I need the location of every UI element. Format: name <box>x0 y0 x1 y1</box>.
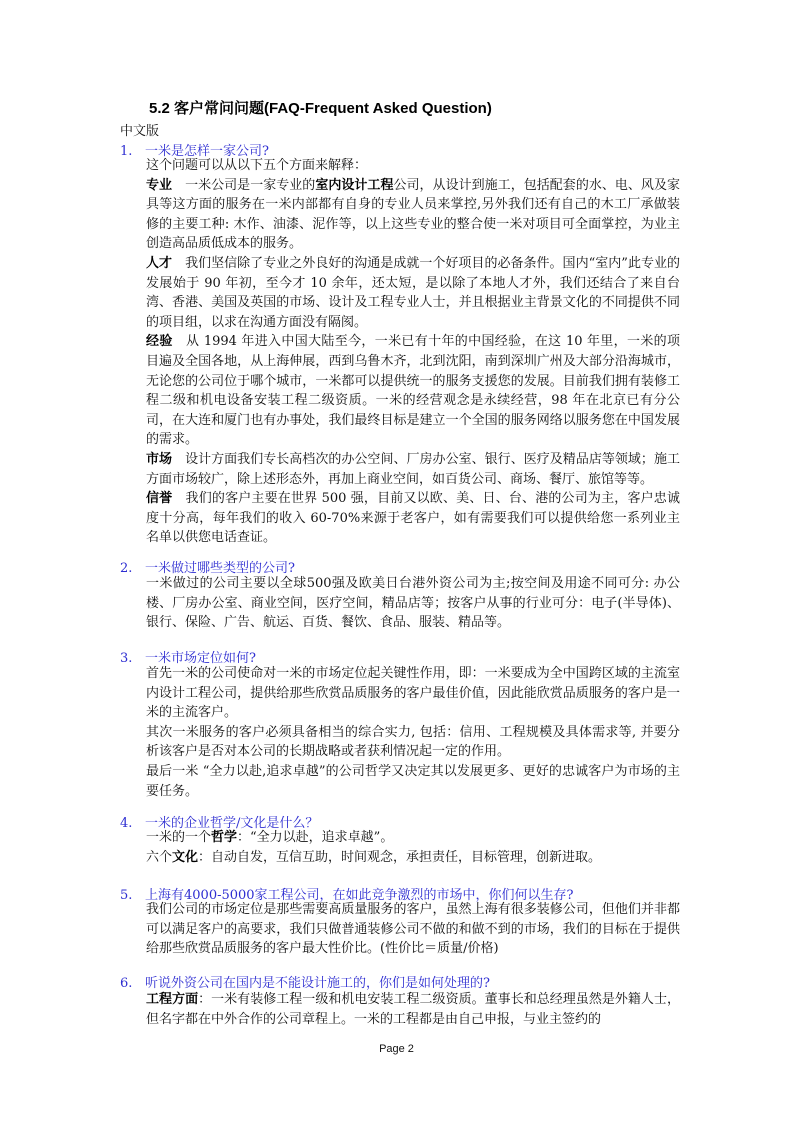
question-text: 上海有4000-5000家工程公司，在如此竞争激烈的市场中，你们何以生存? <box>145 888 574 903</box>
answer-5: 我们公司的市场定位是那些需要高质量服务的客户，虽然上海有很多装修公司，但他们并非都可以满足客户的高要求，我们只做普通装修公司不做的和做不到的市场，我们的目标在于提供给那些欣赏品质服务的客户最大性价比。(性价比＝质量/价格) <box>146 902 680 957</box>
answer-item-market: 市场 设计方面我们专长高档次的办公空间、厂房办公室、银行、医疗及精品店等领域；施工方面市场较广，除上述形态外，再加上商业空间，如百货公司、商场、餐厅、旅馆等等。 <box>146 451 680 487</box>
question-number: 5. <box>120 888 133 903</box>
question-text: 一米是怎样一家公司? <box>145 144 269 159</box>
answer-1 <box>146 156 680 548</box>
question-text: 一米做过哪些类型的公司? <box>145 561 295 576</box>
language-label: 中文版 <box>120 124 160 139</box>
answer-2: 一米做过的公司主要以全球500强及欧美日台港外资公司为主;按空间及用途不同可分: 办公楼、厂房办公室、商业空间，医疗空间，精品店等；按客户从事的行业可分：电子(半导体)、银行、保险、广告、航运、百货、餐饮、食品、服装、精品等。 <box>146 576 680 631</box>
item-term: 专业 <box>146 177 173 193</box>
question-number: 4. <box>120 816 133 831</box>
question-number: 2. <box>120 561 133 576</box>
question-number: 6. <box>120 976 133 991</box>
page-number: Page 2 <box>379 1043 414 1055</box>
item-term: 经验 <box>146 334 173 350</box>
answer-4: 一米的一个哲学：“全力以赴，追求卓越”。 六个文化：自动自发，互信互助，时间观念，承担责任，目标管理，创新进取。 <box>146 830 602 865</box>
question-text: 听说外资公司在国内是不能设计施工的，你们是如何处理的? <box>145 976 490 991</box>
question-text: 一米的企业哲学/文化是什么？ <box>145 816 319 831</box>
answer-intro: 这个问题可以从以下五个方面来解释： <box>146 158 368 173</box>
answer-item-talent: 人才 我们坚信除了专业之外良好的沟通是成就一个好项目的必备条件。国内“室内”此专业的发展始于 90 年初，至今才 10 余年，还太短，是以除了本地人才外，我们还结合了来自台湾、香港、美国及英国的市场、设计及工程专业人士，并且根据业主背景文化的不同提供不同的项目组，以求在沟通方面没有隔阂。 <box>146 255 680 330</box>
question-number: 1. <box>120 144 133 159</box>
answer-3: 首先一米的公司使命对一米的市场定位起关键性作用，即：一米要成为全中国跨区域的主流室内设计工程公司，提供给那些欣赏品质服务的客户最佳价值，因此能欣赏品质服务的客户是一米的主流客户。 其次一米服务的客户必须具备相当的综合实力, 包括：信用、工程规模及具体需求等, 并要分析该客户是否对本公司的长期战略或者获利情况起一定的作用。 最后一米 “全力以赴,追求卓越”的公司哲学又决定其以发展更多、更好的忠诚客户为市场的主要任务。 <box>146 666 680 799</box>
item-term: 市场 <box>146 451 173 467</box>
item-term: 人才 <box>146 255 173 271</box>
answer-item-reputation: 信誉 我们的客户主要在世界 500 强，目前又以欧、美、日、台、港的公司为主，客户忠诚度十分高，每年我们的收入 60-70%来源于老客户，如有需要我们可以提供给您一系列业主名单以供您电话查证。 <box>146 491 680 546</box>
question-text: 一米市场定位如何? <box>145 651 256 666</box>
question-6 <box>120 972 490 991</box>
section-title: 5.2 客户常问问题(FAQ-Frequent Asked Question) <box>149 100 492 117</box>
answer-6: 工程方面：一米有装修工程一级和机电安装工程二级资质。董事长和总经理虽然是外籍人士，但名字都在中外合作的公司章程上。一米的工程都是由自己申报，与业主签约的 <box>146 992 680 1027</box>
question-number: 3. <box>120 651 133 666</box>
item-term: 信誉 <box>146 491 173 507</box>
answer-item-specialty: 专业 一米公司是一家专业的室内设计工程公司，从设计到施工，包括配套的水、电、风及家具等这方面的服务在一米内部都有自身的专业人员来掌控,另外我们还有自己的木工厂承做装修的主要工种: 木作、油漆、泥作等，以上这些专业的整合使一米对项目可全面掌控，为业主创造高品质低成本的服务。 <box>146 177 680 252</box>
answer-item-experience: 经验 从 1994 年进入中国大陆至今，一米已有十年的中国经验，在这 10 年里，一米的项目遍及全国各地，从上海伸展，西到乌鲁木齐，北到沈阳，南到深圳广州及大部分沿海城市，无论您的公司位于哪个城市，一米都可以提供统一的服务支援您的发展。目前我们拥有装修工程二级和机电设备安装工程二级资质。一米的经营观念是永续经营，98 年在北京已有分公司，在大连和厦门也有办事处，我们最终目标是建立一个全国的服务网络以服务您在中国发展的需求。 <box>146 334 680 448</box>
